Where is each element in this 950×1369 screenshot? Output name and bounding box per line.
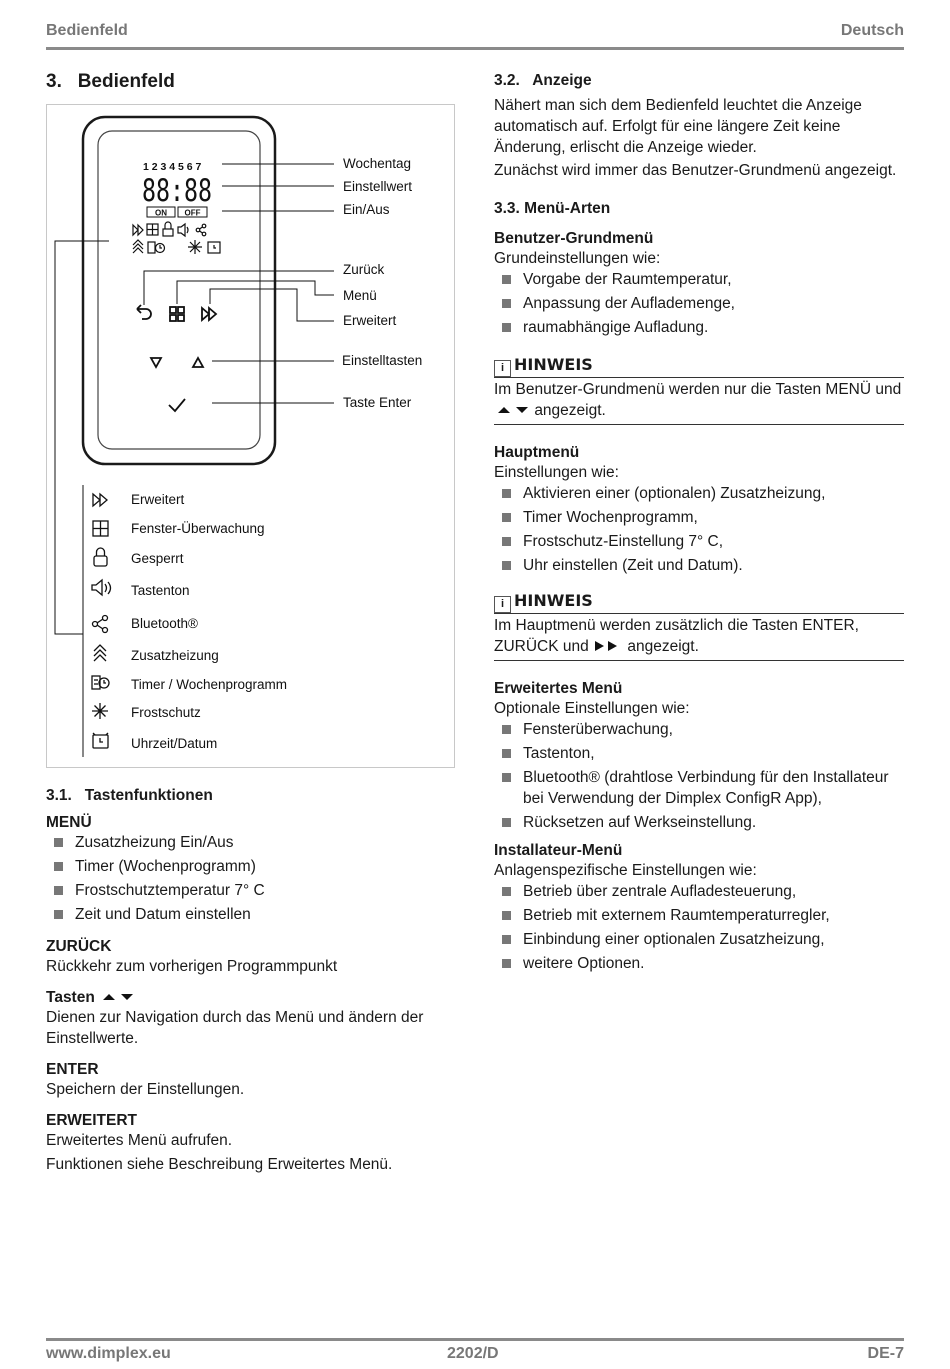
section-3-3-heading: 3.3. Menü-Arten (494, 200, 611, 217)
legend-label: Bluetooth® (131, 616, 198, 631)
callout-menue: Menü (343, 288, 377, 303)
list-item: Einbindung einer optionalen Zusatzheizung, (494, 929, 904, 950)
erweitert-line1: Erweitertes Menü aufrufen. (46, 1132, 233, 1149)
hauptmenue-intro: Einstellungen wie: (494, 464, 619, 481)
legend-label: Timer / Wochenprogramm (131, 677, 288, 692)
list-item: Rücksetzen auf Werkseinstellung. (494, 812, 904, 833)
installateur-menue-list (494, 881, 904, 974)
hauptmenue-title: Hauptmenü (494, 444, 580, 461)
note-title: HINWEIS (514, 591, 593, 610)
legend-label: Uhrzeit/Datum (131, 736, 218, 751)
enter-text: Speichern der Einstellungen. (46, 1081, 245, 1098)
footer-website: www.dimplex.eu (46, 1345, 171, 1362)
legend-label: Zusatzheizung (131, 648, 219, 663)
display-digits: 88:88 (142, 173, 212, 209)
callout-einstelltasten: Einstelltasten (342, 353, 423, 368)
erweitertes-menue-intro: Optionale Einstellungen wie: (494, 700, 690, 717)
installateur-menue-intro: Anlagenspezifische Einstellungen wie: (494, 862, 757, 879)
note-title: HINWEIS (514, 355, 593, 374)
up-down-arrows-icon (494, 404, 530, 416)
list-item: Frostschutztemperatur 7° C (46, 880, 456, 901)
section-3-1-heading: 3.1. Tastenfunktionen (46, 787, 213, 804)
snowflake-icon (92, 703, 108, 719)
footer-doc-code: 2202/D (447, 1345, 499, 1362)
menu-list (46, 832, 456, 925)
alarm-clock-icon (93, 733, 108, 748)
lock-icon (94, 548, 107, 566)
bluetooth-share-icon (93, 616, 108, 633)
up-down-arrows-icon (99, 991, 135, 1003)
display-icon-row-1 (133, 222, 206, 236)
note-1 (494, 355, 904, 425)
menu-title: MENÜ (46, 814, 92, 831)
zurueck-text: Rückkehr zum vorherigen Programmpunkt (46, 958, 338, 975)
info-icon: i (494, 360, 511, 377)
chevrons-up-icon (94, 645, 106, 661)
callout-wochentag: Wochentag (343, 156, 412, 171)
list-item: Timer Wochenprogramm, (494, 507, 904, 528)
erweitert-line2: Funktionen siehe Beschreibung Erweitertes Menü. (46, 1156, 393, 1173)
installateur-menue-title: Installateur-Menü (494, 842, 623, 859)
info-icon: i (494, 596, 511, 613)
zurueck-title: ZURÜCK (46, 938, 112, 955)
list-item: Betrieb mit externem Raumtemperaturregler, (494, 905, 904, 926)
callout-ein-aus: Ein/Aus (343, 202, 390, 217)
footer-rule (46, 1338, 904, 1341)
window-icon (93, 521, 108, 536)
list-item: Zeit und Datum einstellen (46, 904, 456, 925)
list-item: Fensterüberwachung, (494, 719, 904, 740)
button-icons (137, 305, 216, 411)
erweitert-title: ERWEITERT (46, 1112, 137, 1129)
list-item: raumabhängige Aufladung. (494, 317, 904, 338)
callout-einstellwert: Einstellwert (343, 179, 413, 194)
legend-label: Fenster-Überwachung (131, 521, 265, 536)
grundmenue-title: Benutzer-Grundmenü (494, 230, 654, 247)
display-on: ON (155, 208, 167, 218)
list-item: weitere Optionen. (494, 953, 904, 974)
anzeige-p2: Zunächst wird immer das Benutzer-Grundmenü angezeigt. (494, 162, 897, 179)
legend-label: Tastenton (131, 583, 190, 598)
display-days: 1 2 3 4 5 6 7 (143, 161, 202, 173)
anzeige-p1: Nähert man sich dem Bedienfeld leuchtet die Anzeige automatisch auf. Erfolgt für eine längere Zeit keine Änderung, erlischt die Anzeige wieder. (494, 97, 862, 156)
section-3-2-heading: 3.2. Anzeige (494, 72, 592, 89)
header-section-title: Bedienfeld (46, 22, 128, 39)
control-panel-figure (46, 104, 455, 768)
legend-label: Frostschutz (131, 705, 201, 720)
erweitertes-menue-title: Erweitertes Menü (494, 680, 623, 697)
list-item: Timer (Wochenprogramm) (46, 856, 456, 877)
hauptmenue-list (494, 483, 904, 576)
legend-label: Erweitert (131, 492, 185, 507)
section-3-1 (46, 787, 456, 1175)
tasten-title: Tasten (46, 989, 456, 1007)
note-2 (494, 591, 904, 661)
header-language: Deutsch (840, 22, 904, 39)
legend-icons (87, 485, 127, 775)
list-item: Zusatzheizung Ein/Aus (46, 832, 456, 853)
erweitertes-menue-list (494, 719, 904, 833)
section-title: 3. Bedienfeld (46, 71, 175, 92)
enter-title: ENTER (46, 1061, 99, 1078)
grundmenue-intro: Grundeinstellungen wie: (494, 250, 661, 267)
list-item: Bluetooth® (drahtlose Verbindung für den Installateur bei Verwendung der Dimplex ConfigR App), (494, 767, 904, 809)
speaker-icon (92, 580, 111, 595)
note-text: Im Benutzer-Grundmenü werden nur die Tasten MENÜ und angezeigt. (494, 381, 902, 419)
footer-page-number: DE-7 (867, 1345, 904, 1362)
list-item: Tastenton, (494, 743, 904, 764)
list-item: Uhr einstellen (Zeit und Datum). (494, 555, 904, 576)
legend-label: Gesperrt (131, 551, 184, 566)
list-item: Betrieb über zentrale Aufladesteuerung, (494, 881, 904, 902)
callout-zurueck: Zurück (343, 262, 385, 277)
right-column (494, 72, 904, 977)
timer-icon (92, 676, 109, 689)
list-item: Frostschutz-Einstellung 7° C, (494, 531, 904, 552)
header-rule (46, 47, 904, 50)
list-item: Aktivieren einer (optionalen) Zusatzheizung, (494, 483, 904, 504)
list-item: Vorgabe der Raumtemperatur, (494, 269, 904, 290)
note-text: Im Hauptmenü werden zusätzlich die Tasten ENTER, ZURÜCK und angezeigt. (494, 617, 859, 655)
double-play-arrows-icon (593, 640, 623, 652)
page-header (46, 22, 904, 46)
display-off: OFF (184, 208, 201, 218)
tasten-text: Dienen zur Navigation durch das Menü und ändern der Einstellwerte. (46, 1009, 424, 1047)
fast-forward-icon (93, 494, 107, 506)
list-item: Anpassung der Auflademenge, (494, 293, 904, 314)
callout-erweitert: Erweitert (343, 313, 397, 328)
callout-taste-enter: Taste Enter (343, 395, 412, 410)
grundmenue-list (494, 269, 904, 338)
display-icon-row-2 (133, 240, 220, 254)
